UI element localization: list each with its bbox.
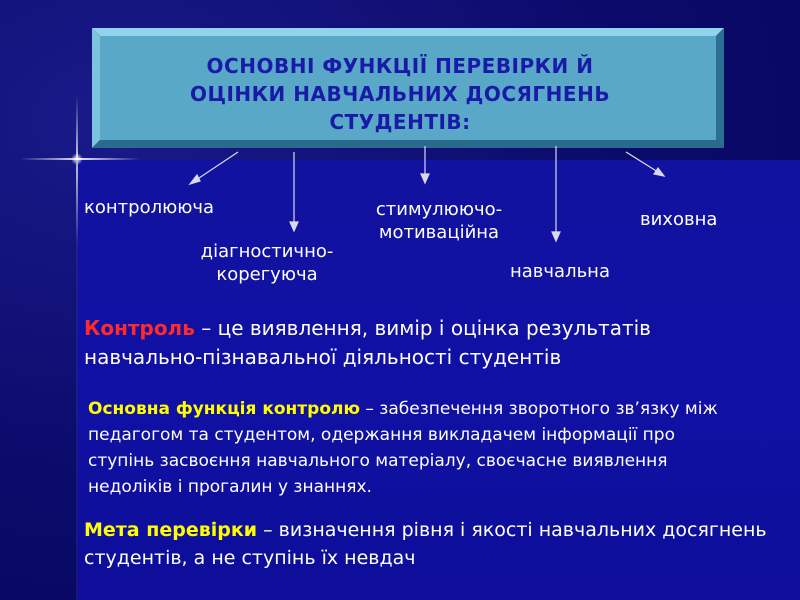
function-diagnostic-line-2: корегуюча [216,264,318,285]
goal-term: Мета перевірки [84,519,258,541]
function-control: контролююча [84,197,215,218]
arrow-to-diagnostic [290,152,298,231]
title-line-2: ОЦІНКИ НАВЧАЛЬНИХ ДОСЯГНЕНЬ [189,82,611,106]
title-line-1: ОСНОВНІ ФУНКЦІЇ ПЕРЕВІРКИ Й [206,54,594,78]
function-stimulating-line-2: мотиваційна [378,222,500,243]
function-stimulating-line-1: стимулюючо- [375,199,503,220]
title-line-3: СТУДЕНТІВ: [329,110,471,134]
control-text: – це виявлення, вимір і оцінка результатів навчально-пізнавальної діяльності студентів [84,316,651,369]
function-diagnostic-line-1: діагностично- [200,241,334,262]
main-function-text: – забезпечення зворотного зв’язку між педагогом та студентом, одержання викладачем інформації про ступінь засвоєння навчального матеріалу, своєчасне виявлення недоліків і прогалин у знаннях. [88,399,718,497]
main-function-term: Основна функція контролю [88,399,360,419]
arrow-to-control [190,152,238,184]
arrow-to-educational [552,146,560,241]
main-function-definition [88,396,728,500]
goal-text: – визначення рівня і якості навчальних досягнень студентів, а не ступінь їх невдач [84,519,767,569]
function-upbringing: виховна [640,209,718,230]
function-diagnostic [192,240,342,286]
arrow-to-upbringing [626,152,664,176]
control-term: Контроль [84,316,195,340]
arrow-to-stimulating [421,146,429,183]
control-definition [84,314,774,372]
function-stimulating [364,198,514,244]
function-educational: навчальна [510,261,610,282]
goal-definition [84,516,784,572]
